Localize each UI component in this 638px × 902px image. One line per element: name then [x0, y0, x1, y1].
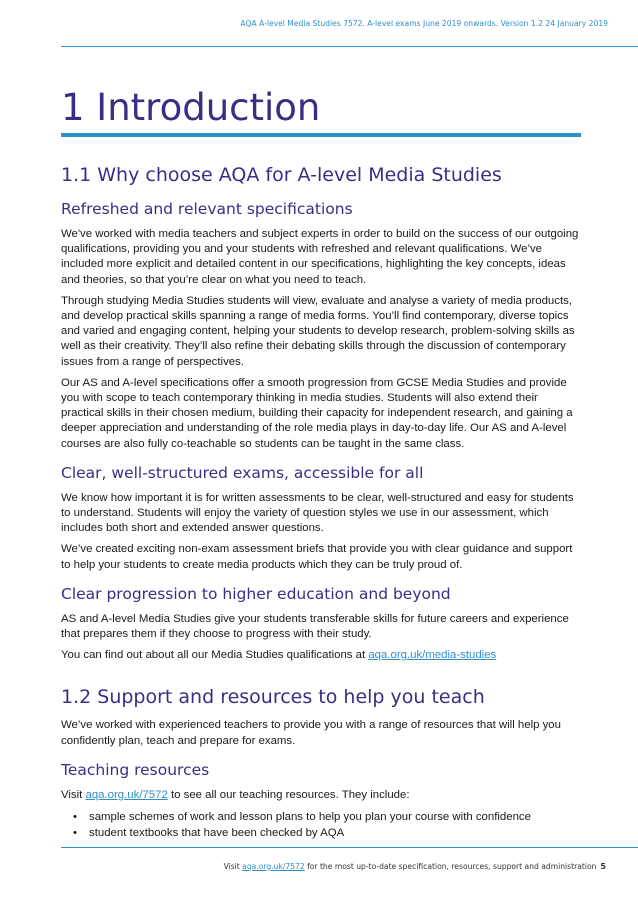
- paragraph: Through studying Media Studies students will view, evaluate and analyse a variety of media products, and develop practical skills spanning a range of media forms. You’ll find contemporary, diverse topics and varied and engaging content, helping your students to develop research, problem-solving skills as well as their creativity. They’ll also refine their debating skills through the discussion of contemporary issues from a range of perspectives.: [61, 294, 575, 368]
- find-out-paragraph: [61, 648, 581, 663]
- paragraph: AS and A-level Media Studies give your students transferable skills for future careers and experience that prepares them if they choose to progress with their study.: [61, 612, 569, 641]
- aqa-7572-link[interactable]: aqa.org.uk/7572: [85, 788, 168, 801]
- footer-prefix: Visit: [223, 862, 243, 871]
- chapter-title: 1 Introduction: [61, 86, 581, 137]
- media-studies-link[interactable]: aqa.org.uk/media-studies: [368, 649, 497, 662]
- section-1-1-title: 1.1 Why choose AQA for A-level Media Studies: [61, 164, 502, 186]
- paragraph: We've worked with media teachers and subject experts in order to build on the success of our outgoing qualifications, providing you and your students with refreshed and relevant qualifications. We’ve included more explicit and detailed content in our specifications, highlighting the key concepts, ideas and theories, so that you’re clear on what you need to teach.: [61, 228, 579, 286]
- footer-aqa-link[interactable]: aqa.org.uk/7572: [242, 862, 305, 871]
- visit-prefix: Visit: [61, 788, 86, 801]
- bullet-icon: •: [73, 811, 77, 824]
- find-out-text: You can find out about all our Media Studies qualifications at: [61, 649, 369, 662]
- header-rule: [61, 46, 638, 47]
- visit-suffix: to see all our teaching resources. They include:: [167, 788, 410, 801]
- subheading-exams: Clear, well-structured exams, accessible for all: [61, 463, 424, 482]
- footer: [224, 862, 606, 871]
- subheading-progression: Clear progression to higher education and beyond: [61, 584, 451, 603]
- subheading-teaching-resources: Teaching resources: [61, 760, 210, 779]
- section-1-2-title: 1.2 Support and resources to help you teach: [61, 686, 485, 709]
- running-head: AQA A-level Media Studies 7572. A-level exams June 2019 onwards. Version 1.2 24 January 2019: [240, 19, 608, 28]
- paragraph: Our AS and A-level specifications offer a smooth progression from GCSE Media Studies and provide you with scope to teach contemporary thinking in media studies. Students will also extend their practical skills in their chosen medium, building their capacity for independent research, and gaining a deeper appreciation and understanding of the role media plays in day-to-day life. Our AS and A-level courses are also fully co-teachable so students can be taught in the same class.: [61, 376, 573, 450]
- list-item-text: sample schemes of work and lesson plans to help you plan your course with confidence: [89, 811, 531, 824]
- subheading-refreshed: Refreshed and relevant specifications: [61, 200, 353, 218]
- paragraph: We’ve worked with experienced teachers to provide you with a range of resources that will help you confidently plan, teach and prepare for exams.: [61, 719, 561, 747]
- footer-suffix: for the most up-to-date specification, resources, support and administration: [304, 862, 597, 871]
- paragraph: We’ve created exciting non-exam assessment briefs that provide you with clear guidance and support to help your students to create media products which they can be truly proud of.: [61, 543, 573, 571]
- paragraph: We know how important it is for written assessments to be clear, well-structured and easy for students to understand. Students will enjoy the variety of question styles we use in our assessment, which includes both short and extended answer questions.: [61, 491, 574, 535]
- footer-rule: [61, 847, 638, 848]
- list-item: [61, 809, 581, 825]
- page-content: [61, 86, 581, 841]
- list-item: [61, 825, 581, 841]
- list-item-text: student textbooks that have been checked by AQA: [89, 827, 345, 840]
- page-number: 5: [600, 862, 606, 871]
- resource-list: [61, 809, 581, 841]
- visit-paragraph: [61, 788, 581, 803]
- bullet-icon: •: [73, 827, 77, 840]
